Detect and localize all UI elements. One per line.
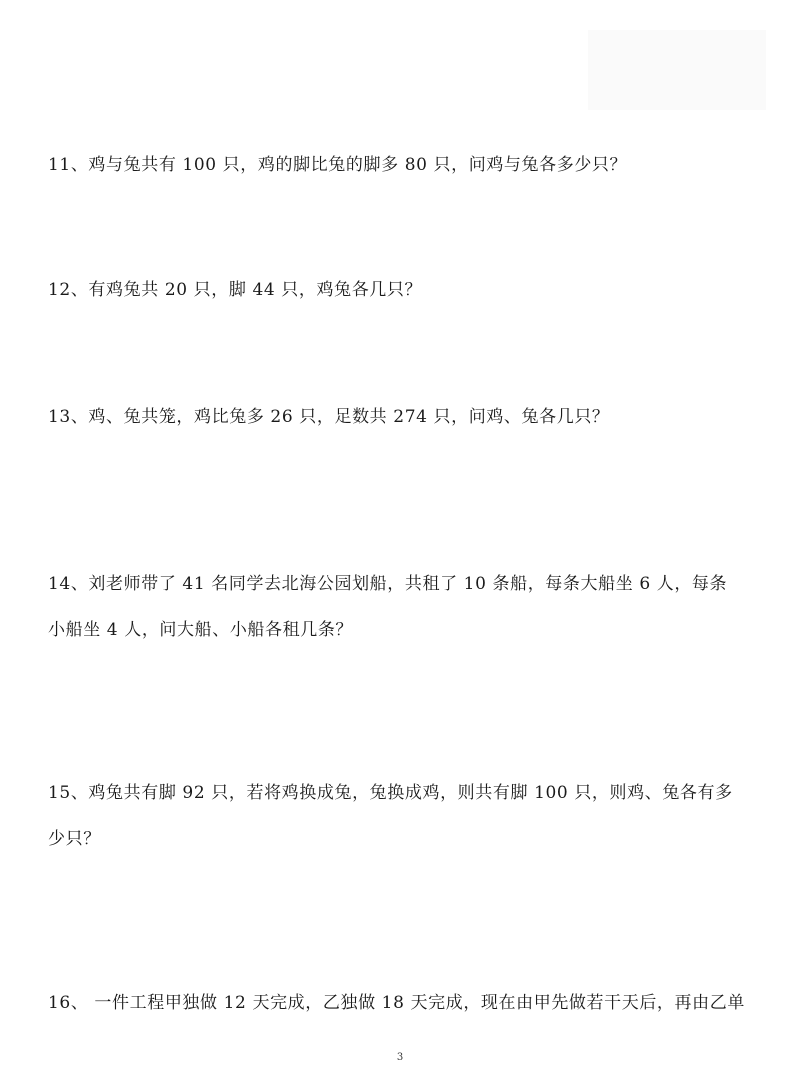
- problem-text-line: 少只？: [48, 829, 101, 849]
- problem-text-line: 14、刘老师带了 41 名同学去北海公园划船，共租了 10 条船，每条大船坐 6 人，每条: [48, 574, 728, 594]
- problem-14: [48, 561, 760, 653]
- problem-text-line: 13、鸡、兔共笼，鸡比兔多 26 只，足数共 274 只，问鸡、兔各几只？: [48, 407, 610, 427]
- problem-12: [48, 267, 760, 313]
- page-number: 3: [396, 1052, 404, 1063]
- scan-corner-patch: [588, 30, 766, 110]
- problem-11: [48, 142, 760, 188]
- problem-16: [48, 980, 760, 1026]
- problem-text-line: 12、有鸡兔共 20 只，脚 44 只，鸡兔各几只？: [48, 280, 423, 300]
- problem-text-line: 小船坐 4 人，问大船、小船各租几条？: [48, 620, 354, 640]
- problem-text-line: 15、鸡兔共有脚 92 只，若将鸡换成兔，兔换成鸡，则共有脚 100 只，则鸡、兔各有多: [48, 783, 733, 803]
- problem-text-line: 16、 一件工程甲独做 12 天完成，乙独做 18 天完成，现在由甲先做若干天后，再由乙单: [48, 993, 745, 1013]
- problem-13: [48, 394, 760, 440]
- problem-text-line: 11、鸡与兔共有 100 只，鸡的脚比兔的脚多 80 只，问鸡与兔各多少只？: [48, 155, 628, 175]
- problem-15: [48, 770, 760, 862]
